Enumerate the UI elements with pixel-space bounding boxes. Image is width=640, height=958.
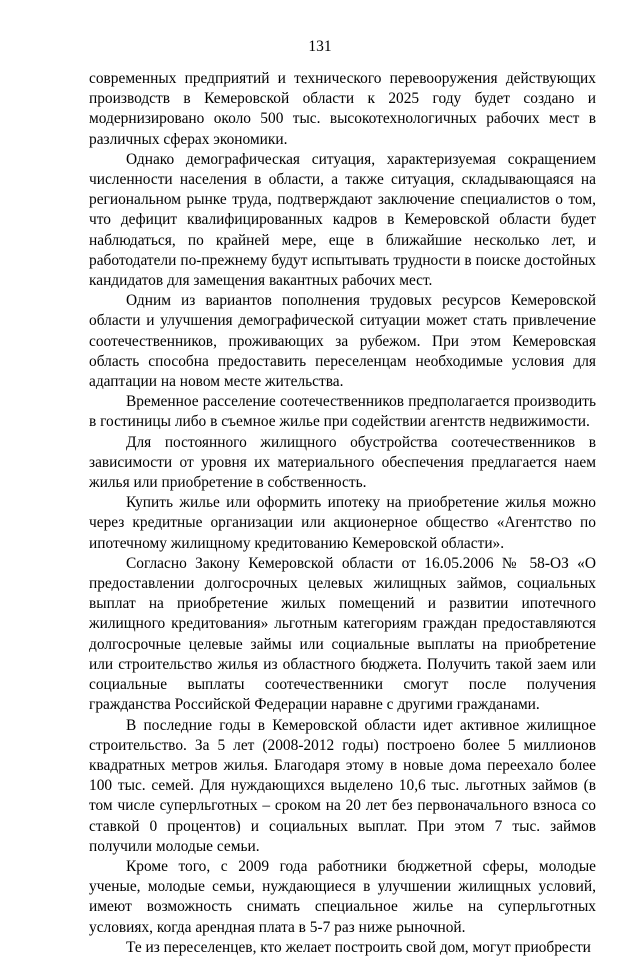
paragraph: В последние годы в Кемеровской области идет активное жилищное строительство. За 5 лет (2008-2012 годы) построено более 5 миллионов квадратных метров жилья. Благодаря этому в новые дома переехало более 100 тыс. семей. Для нуждающихся выделено 10,6 тыс. льготных займов (в том числе суперльготных – сроком на 20 лет без первоначального взноса со ставкой 0 процентов) и социальных выплат. При этом 7 тыс. займов получили молодые семьи. xyxy=(89,716,596,855)
paragraph: Кроме того, с 2009 года работники бюджетной сферы, молодые ученые, молодые семьи, нуждающиеся в улучшении жилищных условий, имеют возможность снимать специальное жилье на суперльготных условиях, когда арендная плата в 5-7 раз ниже рыночной. xyxy=(89,857,596,936)
body-text xyxy=(89,69,596,958)
paragraph: Для постоянного жилищного обустройства соотечественников в зависимости от уровня их материального обеспечения предлагается наем жилья или приобретение в собственность. xyxy=(89,433,596,492)
paragraph: Те из переселенцев, кто желает построить свой дом, могут приобрести xyxy=(126,938,591,956)
page-number: 131 xyxy=(308,38,332,55)
paragraph: Купить жилье или оформить ипотеку на приобретение жилья можно через кредитные организации или акционерное общество «Агентство по ипотечному жилищному кредитованию Кемеровской области». xyxy=(89,494,596,552)
paragraph: Одним из вариантов пополнения трудовых ресурсов Кемеровской области и улучшения демографической ситуации может стать привлечение соотечественников, проживающих за рубежом. При этом Кемеровская область способна предоставить переселенцам необходимые условия для адаптации на новом месте жительства. xyxy=(89,292,596,391)
paragraph: Временное расселение соотечественников предполагается производить в гостиницы либо в съемное жилье при содействии агентств недвижимости. xyxy=(89,393,596,431)
paragraph: Однако демографическая ситуация, характеризуемая сокращением численности населения в области, а также ситуация, складывающаяся на региональном рынке труда, подтверждают заключение специалистов о том, что дефицит квалифицированных кадров в Кемеровской области будет наблюдаться, по крайней мере, еще в ближайшие несколько лет, и работодатели по-прежнему будут испытывать трудности в поиске достойных кандидатов для замещения вакантных рабочих мест. xyxy=(89,150,596,290)
paragraph: Согласно Закону Кемеровской области от 16.05.2006 № 58-ОЗ «О предоставлении долгосрочных целевых жилищных займов, социальных выплат на приобретение жилых помещений и развитии ипотечного жилищного кредитования» льготным категориям граждан предоставляются долгосрочные целевые займы или социальные выплаты на приобретение или строительство жилья из областного бюджета. Получить такой заем или социальные выплаты соотечественники смогут после получения гражданства Российской Федерации наравне с другими гражданами. xyxy=(89,554,596,714)
paragraph: современных предприятий и технического перевооружения действующих производств в Кемеровской области к 2025 году будет создано и модернизировано около 500 тыс. высокотехнологичных рабочих мест в различных сферах экономики. xyxy=(89,70,596,148)
